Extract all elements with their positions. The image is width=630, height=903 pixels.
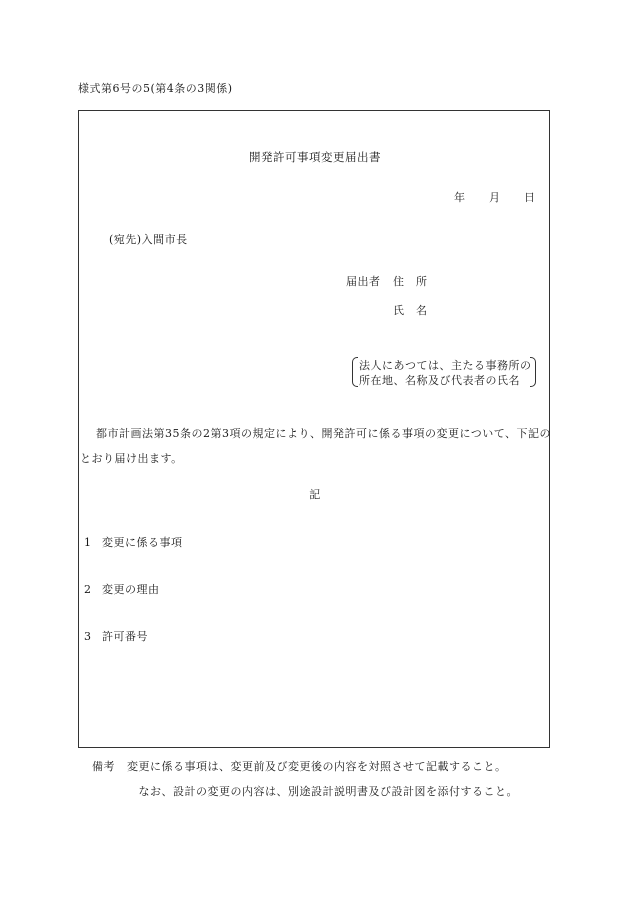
item-label: 変更に係る事項 [102, 536, 183, 549]
body-text-line1: 都市計画法第35条の2第3項の規定により、開発許可に係る事項の変更について、下記の [96, 427, 552, 440]
item-label: 許可番号 [102, 630, 148, 643]
left-bracket [352, 357, 358, 387]
corporate-note [352, 357, 536, 387]
remarks-label: 備考 [92, 760, 115, 773]
addressee: (宛先)入間市長 [109, 233, 188, 246]
body-text-line2: とおり届け出ます。 [80, 452, 183, 465]
form-number: 様式第6号の5(第4条の3関係) [78, 82, 233, 95]
date-year-label: 年 [454, 191, 466, 204]
list-item [84, 631, 148, 642]
corporate-note-line2: 所在地、名称及び代表者の氏名 [359, 374, 520, 387]
item-label: 変更の理由 [102, 583, 160, 596]
name-label: 氏 名 [393, 304, 428, 317]
item-number: 1 [84, 536, 92, 549]
item-number: 2 [84, 583, 92, 596]
corporate-note-line1: 法人にあつては、主たる事務所の [359, 359, 532, 372]
item-number: 3 [84, 630, 92, 643]
date-day-label: 日 [524, 191, 536, 204]
remarks-line2: なお、設計の変更の内容は、別途設計説明書及び設計図を添付すること。 [127, 785, 518, 798]
applicant-label: 届出者 [346, 275, 381, 288]
list-item [84, 584, 160, 595]
address-label: 住 所 [393, 275, 428, 288]
date-month-label: 月 [489, 191, 501, 204]
right-bracket [530, 357, 536, 387]
list-item [84, 537, 183, 548]
remarks-line1: 変更に係る事項は、変更前及び変更後の内容を対照させて記載すること。 [127, 760, 507, 773]
page-title: 開発許可事項変更届出書 [249, 150, 381, 164]
ki-heading: 記 [309, 488, 321, 501]
